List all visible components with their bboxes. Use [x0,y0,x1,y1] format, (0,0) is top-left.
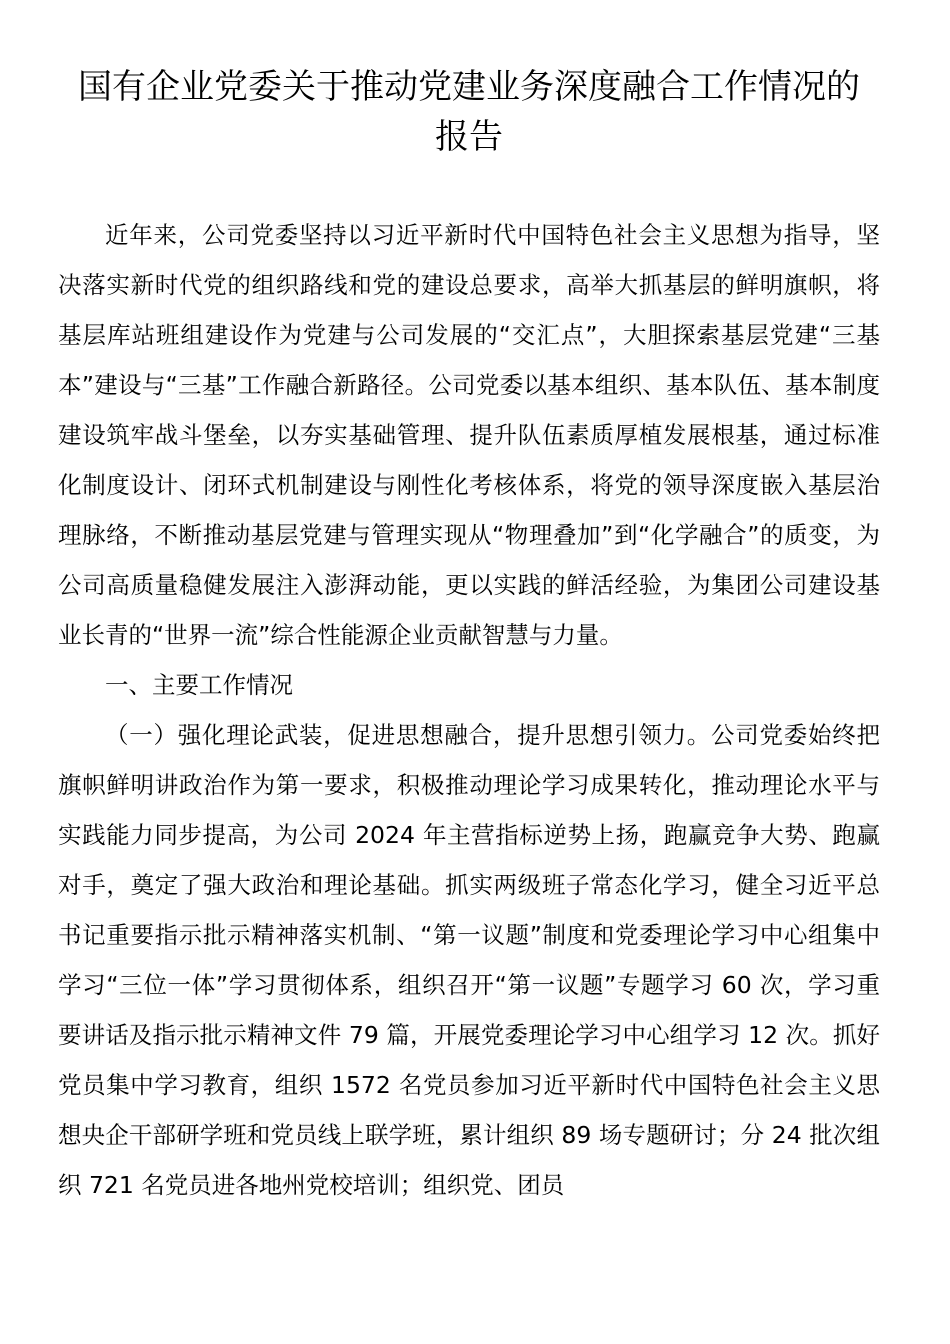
intro-paragraph: 近年来，公司党委坚持以习近平新时代中国特色社会主义思想为指导，坚决落实新时代党的组织路线和党的建设总要求，高举大抓基层的鲜明旗帜，将基层库站班组建设作为党建与公司发展的“交汇点”，大胆探索基层党建“三基本”建设与“三基”工作融合新路径。公司党委以基本组织、基本队伍、基本制度建设筑牢战斗堡垒，以夯实基础管理、提升队伍素质厚植发展根基，通过标准化制度设计、闭环式机制建设与刚性化考核体系，将党的领导深度嵌入基层治理脉络，不断推动基层党建与管理实现从“物理叠加”到“化学融合”的质变，为公司高质量稳健发展注入澎湃动能，更以实践的鲜活经验，为集团公司建设基业长青的“世界一流”综合性能源企业贡献智慧与力量。 [58,221,880,649]
section-1-1-paragraph: （一）强化理论武装，促进思想融合，提升思想引领力。公司党委始终把旗帜鲜明讲政治作为第一要求，积极推动理论学习成果转化，推动理论水平与实践能力同步提高，为公司 2024 年主营指标逆势上扬，跑赢竞争大势、跑赢对手，奠定了强大政治和理论基础。抓实两级班子常态化学习，健全习近平总书记重要指示批示精神落实机制、“第一议题”制度和党委理论学习中心组集中学习“三位一体”学习贯彻体系，组织召开“第一议题”专题学习 60 次，学习重要讲话及指示批示精神文件 79 篇，开展党委理论学习中心组学习 12 次。抓好党员集中学习教育，组织 1572 名党员参加习近平新时代中国特色社会主义思想央企干部研学班和党员线上联学班，累计组织 89 场专题研讨；分 24 批次组织 721 名党员进各地州党校培训；组织党、团员 [58,721,880,1199]
document-title-line-1: 国有企业党委关于推动党建业务深度融合工作情况的 [78,67,860,107]
document-title [58,62,880,162]
section-heading-main-work: 一、主要工作情况 [105,671,293,699]
document-title-line-2: 报告 [435,117,503,157]
